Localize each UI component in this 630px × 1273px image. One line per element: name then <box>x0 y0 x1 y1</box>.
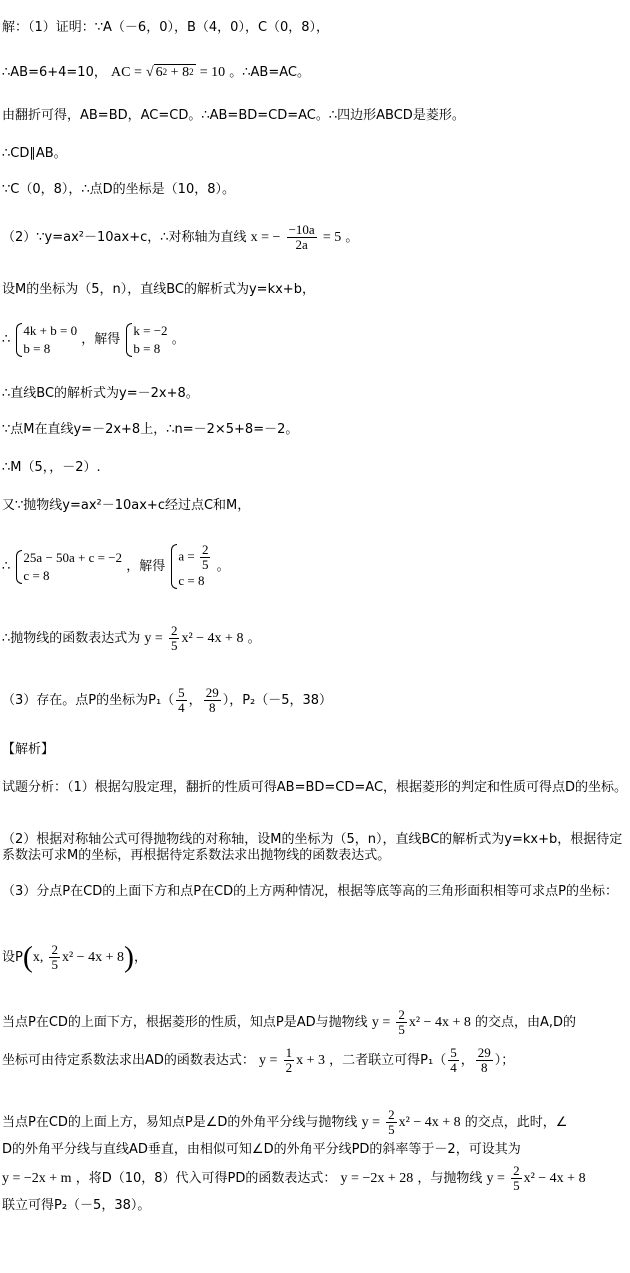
analysis-p7: 当点P在CD的上面上方，易知点P是∠D的外角平分线与抛物线 y = $\frac{2}{5}$ x² − 4x + 8 的交点，此时，∠ <box>2 1107 568 1137</box>
analysis-p9: y = −2x + m ，将D（10，8）代入可得PD的函数表达式： y = −2x + 28 ，与抛物线 y = $\frac{2}{5}$ x² − 4x + 8 <box>2 1163 586 1193</box>
analysis-p1: 试题分析：（1）根据勾股定理，翻折的性质可得AB=BD=CD=AC，根据菱形的判定和性质可得点D的坐标。 <box>2 780 628 795</box>
analysis-p6: 坐标可由待定系数法求出AD的函数表达式： y = $\frac{1}{2}$ x + 3 ，二者联立可得P₁（ $\frac{5}{4}$ ， $\frac{29}{8}$ ）； <box>2 1045 515 1075</box>
analysis-p3: （3）分点P在CD的上面下方和点P在CD的上方两种情况，根据等底等高的三角形面积相等可求点P的坐标： <box>2 884 618 899</box>
solution-line-5: ∵C（0，8），∴点D的坐标是（10，8）。 <box>2 182 235 197</box>
solution-line-9: ∴直线BC的解析式为y=－2x+8。 <box>2 386 199 401</box>
equation-system-2: k = −2 b = 8 <box>124 322 167 358</box>
solution-line-15: （3）存在。点P的坐标为P₁（ $\frac{5}{4}$ ， $\frac{29}{8}$ ），P₂（－5，38） <box>2 685 333 715</box>
solution-line-4: ∴CD∥AB。 <box>2 146 67 161</box>
solution-line-11: ∴M（5，，－2）. <box>2 460 101 475</box>
analysis-p5: 当点P在CD的上面下方，根据菱形的性质，知点P是AD与抛物线 y = $\frac{2}{5}$ x² − 4x + 8 的交点，由A,D的 <box>2 1007 577 1037</box>
equation-system-4: a = $\frac{2}{5}$ c = 8 <box>169 543 212 590</box>
text-ab: ∴AB=6+4=10， <box>2 65 107 80</box>
solution-line-12: 又∵抛物线y=ax²－10ax+c经过点C和M， <box>2 498 251 513</box>
solution-line-3: 由翻折可得，AB=BD，AC=CD。∴AB=BD=CD=AC。∴四边形ABCD是菱形。 <box>2 108 465 123</box>
sqrt-expression: √ $6^2 + 8^2$ <box>145 65 194 80</box>
math-ac: AC = <box>111 65 142 80</box>
solution-line-7: 设M的坐标为（5，n），直线BC的解析式为y=kx+b， <box>2 282 315 297</box>
solution-line-14: ∴抛物线的函数表达式为 y = $\frac{2}{5}$ x² − 4x + 8 。 <box>2 623 261 653</box>
solution-line-1: 解：（1）证明：∵A（－6，0），B（4，0），C（0，8）， <box>2 20 330 35</box>
solution-line-2 <box>2 64 310 81</box>
analysis-p8: D的外角平分线与直线AD垂直，由相似可知∠D的外角平分线PD的斜率等于－2，可设其为 <box>2 1142 521 1157</box>
analysis-p2: （2）根据对称轴公式可得抛物线的对称轴，设M的坐标为（5，n），直线BC的解析式为y=kx+b，根据待定系数法可求M的坐标，再根据待定系数法求出抛物线的函数表达式。 <box>2 832 623 863</box>
analysis-p4: 设P(x, $\frac{2}{5}$ x² − 4x + 8)， <box>2 940 147 974</box>
text-ab-ac: 。∴AB=AC。 <box>229 65 310 80</box>
analysis-p10: 联立可得P₂（－5，38）。 <box>2 1198 151 1213</box>
equation-system-1: 4k + b = 0 b = 8 <box>14 322 77 358</box>
solution-line-13: ∴ 25a − 50a + c = −2 c = 8 ，解得 a = $\frac{2}{5}$ c = 8 。 <box>2 542 230 588</box>
solution-line-8: ∴ 4k + b = 0 b = 8 ，解得 k = −2 b = 8 。 <box>2 322 185 356</box>
math-eq: = 10 <box>199 65 226 80</box>
fraction-two-fifths: $\frac{2}{5}$ <box>170 623 178 653</box>
analysis-heading: 【解析】 <box>2 742 55 757</box>
solution-line-6: （2）∵y=ax²－10ax+c，∴对称轴为直线 x = − $\frac{-10a}{2a}$ = 5 。 <box>2 222 359 252</box>
solution-line-10: ∵点M在直线y=－2x+8上，∴n=－2×5+8=－2。 <box>2 422 299 437</box>
equation-system-3: 25a − 50a + c = −2 c = 8 <box>14 549 122 585</box>
fraction-axis: $\frac{-10a}{2a}$ <box>288 222 315 252</box>
